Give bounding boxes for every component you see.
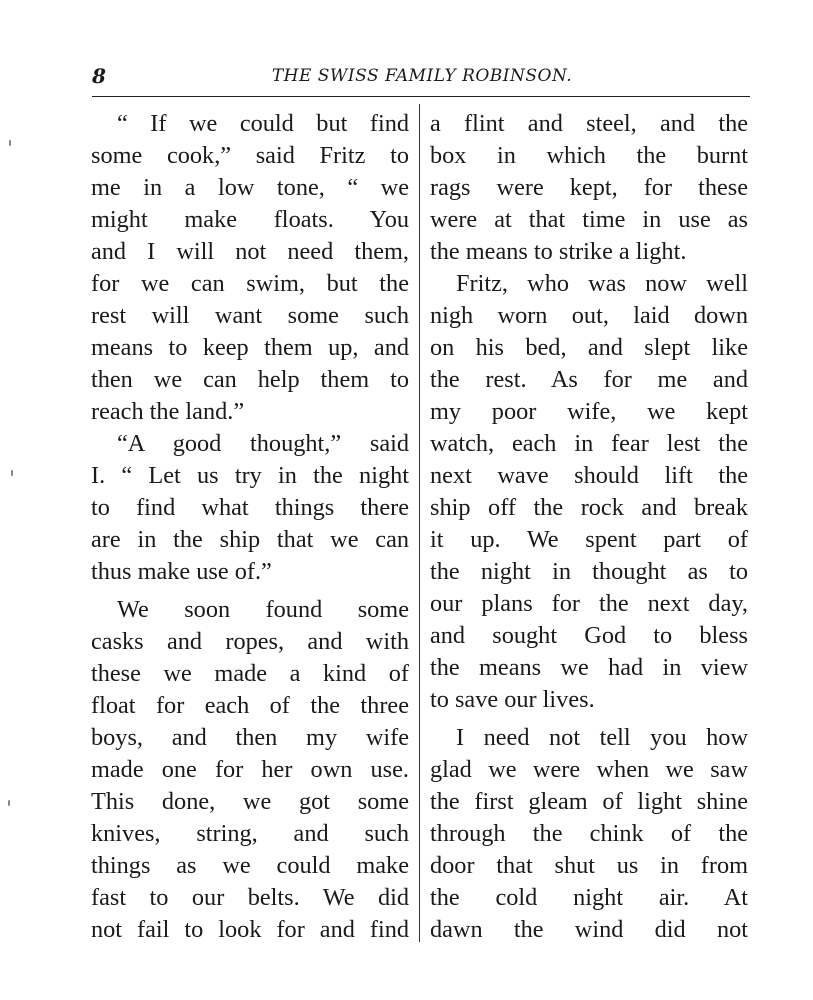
header-rule — [92, 96, 750, 97]
text-line: the night in thought as to — [430, 558, 748, 585]
text-line: knives, string, and such — [91, 820, 409, 847]
text-line: means to keep them up, and — [91, 334, 409, 361]
text-line: the rest. As for me and — [430, 366, 748, 393]
text-line: thus make use of.” — [91, 558, 272, 585]
text-line: nigh worn out, laid down — [430, 302, 748, 329]
text-line: Fritz, who was now well — [456, 270, 748, 297]
text-line: rags were kept, for these — [430, 174, 748, 201]
scan-speck — [8, 800, 10, 806]
text-line: This done, we got some — [91, 788, 409, 815]
page-number: 8 — [92, 64, 106, 88]
text-line: might make floats. You — [91, 206, 409, 233]
text-line: glad we were when we saw — [430, 756, 748, 783]
text-line: ship off the rock and break — [430, 494, 748, 521]
text-line: float for each of the three — [91, 692, 409, 719]
text-line: “ If we could but find — [117, 110, 409, 137]
running-title: THE SWISS FAMILY ROBINSON. — [271, 66, 573, 86]
text-line: some cook,” said Fritz to — [91, 142, 409, 169]
text-line: made one for her own use. — [91, 756, 409, 783]
scan-speck — [9, 140, 11, 146]
text-line: and sought God to bless — [430, 622, 748, 649]
text-line: a flint and steel, and the — [430, 110, 748, 137]
text-line: were at that time in use as — [430, 206, 748, 233]
text-line: boys, and then my wife — [91, 724, 409, 751]
text-line: the means to strike a light. — [430, 238, 687, 265]
text-line: fast to our belts. We did — [91, 884, 409, 911]
text-line: dawn the wind did not — [430, 916, 748, 943]
text-line: door that shut us in from — [430, 852, 748, 879]
text-line: for we can swim, but the — [91, 270, 409, 297]
left-column — [91, 108, 409, 946]
text-line: the first gleam of light shine — [430, 788, 748, 815]
text-line: casks and ropes, and with — [91, 628, 409, 655]
text-line: then we can help them to — [91, 366, 409, 393]
text-line: We soon found some — [117, 596, 409, 623]
text-line: me in a low tone, “ we — [91, 174, 409, 201]
text-line: things as we could make — [91, 852, 409, 879]
text-line: to save our lives. — [430, 686, 595, 713]
text-line: our plans for the next day, — [430, 590, 748, 617]
text-line: it up. We spent part of — [430, 526, 748, 553]
text-line: on his bed, and slept like — [430, 334, 748, 361]
text-line: the means we had in view — [430, 654, 748, 681]
text-line: these we made a kind of — [91, 660, 409, 687]
text-line: reach the land.” — [91, 398, 245, 425]
text-line: rest will want some such — [91, 302, 409, 329]
scan-speck — [11, 470, 13, 476]
text-line: to find what things there — [91, 494, 409, 521]
text-line: and I will not need them, — [91, 238, 409, 265]
text-line: I. “ Let us try in the night — [91, 462, 409, 489]
column-divider — [419, 104, 420, 942]
text-line: the cold night air. At — [430, 884, 748, 911]
text-line: I need not tell you how — [456, 724, 748, 751]
text-line: “A good thought,” said — [117, 430, 409, 457]
text-line: are in the ship that we can — [91, 526, 409, 553]
text-line: not fail to look for and find — [91, 916, 409, 943]
page-header — [92, 64, 752, 94]
text-line: watch, each in fear lest the — [430, 430, 748, 457]
text-line: through the chink of the — [430, 820, 748, 847]
text-line: my poor wife, we kept — [430, 398, 748, 425]
right-column — [430, 108, 748, 946]
text-line: next wave should lift the — [430, 462, 748, 489]
text-line: box in which the burnt — [430, 142, 748, 169]
